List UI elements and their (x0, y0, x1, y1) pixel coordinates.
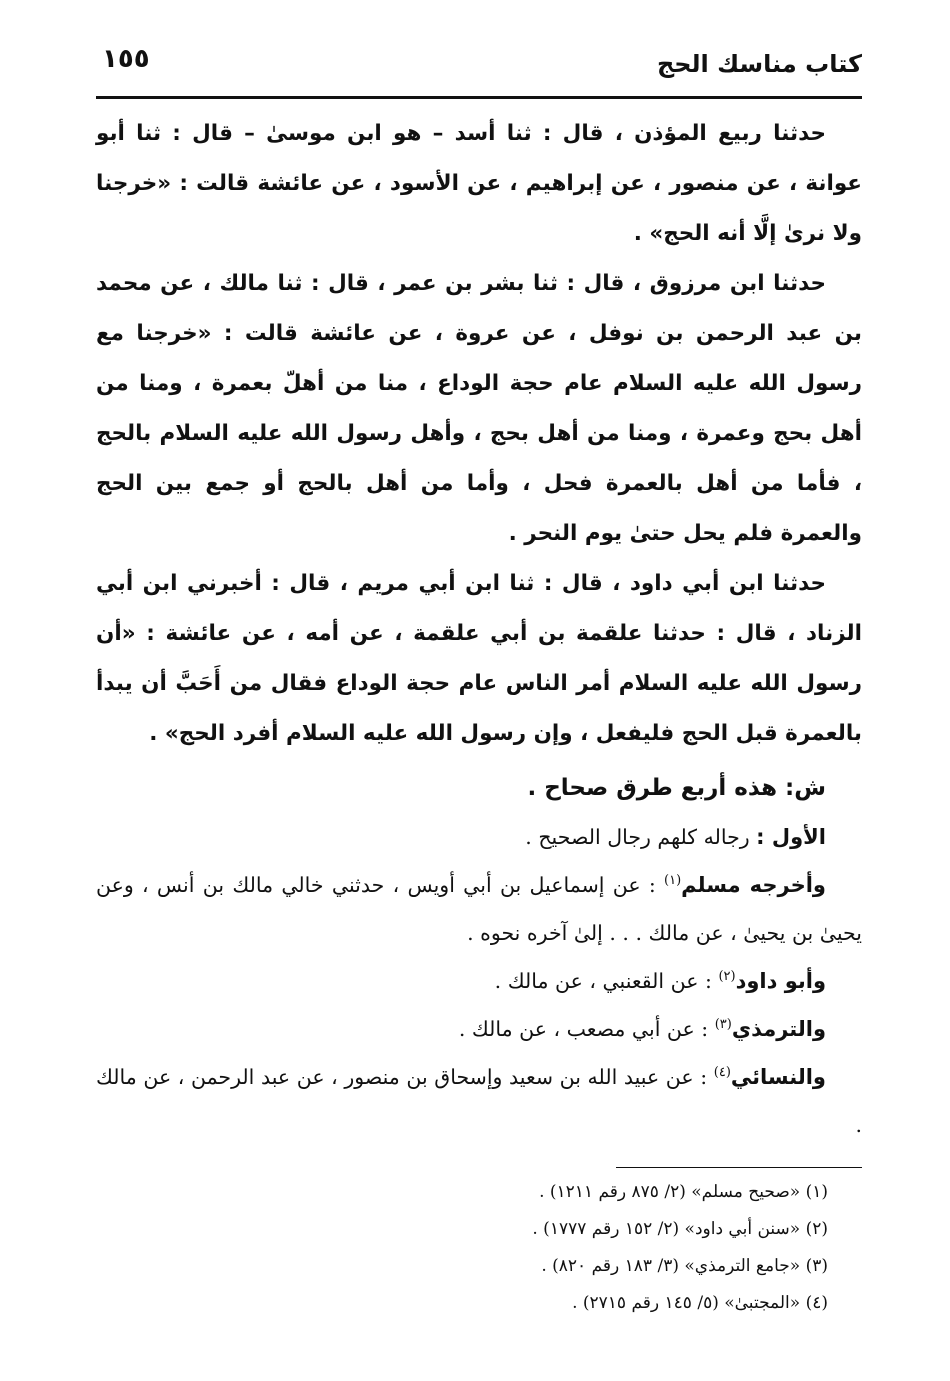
commentary-nasai (96, 1053, 862, 1149)
footnote: (٢) «سنن أبي داود» (٢/ ١٥٢ رقم ١٧٧٧) . (532, 1219, 828, 1239)
commentary-first (96, 813, 862, 861)
abudawud-text: : عن القعنبي ، عن مالك . (494, 969, 712, 993)
footnote: (٤) «المجتبىٰ» (٥/ ١٤٥ رقم ٢٧١٥) . (572, 1293, 828, 1313)
footnote-ref[interactable]: (٢) (718, 969, 736, 985)
first-text: رجاله كلهم رجال الصحيح . (525, 825, 750, 849)
commentary-section (96, 763, 862, 1149)
footnote-divider (616, 1167, 862, 1168)
hadith-paragraph: حدثنا ربيع المؤذن ، قال : ثنا أسد – هو ابن موسىٰ – قال : ثنا أبو عوانة ، عن منصور ، عن إبراهيم ، عن الأسود ، عن عائشة قالت : «خرجنا ولا نرىٰ إلَّا أنه الحج» . (96, 121, 862, 246)
nasai-label: والنسائي (730, 1065, 826, 1089)
hadith-paragraph: حدثنا ابن أبي داود ، قال : ثنا ابن أبي مريم ، قال : أخبرني ابن أبي الزناد ، قال : حدثنا علقمة بن أبي علقمة ، عن أمه ، عن عائشة : «أن رسول الله عليه السلام أمر الناس عام حجة الوداع فقال من أَحَبَّ أن يبدأ بالعمرة قبل الحج فليفعل ، وإن رسول الله عليه السلام أفرد الحج» . (96, 571, 862, 746)
nasai-text: : عن عبيد الله بن سعيد وإسحاق بن منصور ، عن عبد الرحمن ، عن مالك . (96, 1065, 862, 1137)
footnote-ref[interactable]: (١) (664, 873, 682, 889)
main-text (96, 109, 862, 1322)
tirmidhi-text: : عن أبي مصعب ، عن مالك . (458, 1017, 709, 1041)
footnote: (١) «صحيح مسلم» (٢/ ٨٧٥ رقم ١٢١١) . (539, 1182, 828, 1202)
commentary-tirmidhi (96, 1005, 862, 1053)
book-page (96, 38, 862, 1322)
muslim-label: وأخرجه مسلم (681, 873, 826, 897)
abudawud-label: وأبو داود (735, 969, 826, 993)
page-number: ١٥٥ (102, 44, 150, 74)
footnote: (٣) «جامع الترمذي» (٣/ ١٨٣ رقم ٨٢٠) . (541, 1256, 828, 1276)
muslim-text: : عن إسماعيل بن أبي أويس ، حدثني خالي مالك بن أنس ، وعن يحيىٰ بن يحيىٰ ، عن مالك . . . إلىٰ آخره نحوه . (96, 873, 862, 945)
commentary-intro: ش: هذه أربع طرق صحاح . (527, 775, 826, 801)
chapter-title: كتاب مناسك الحج (656, 50, 862, 78)
tirmidhi-label: والترمذي (731, 1017, 826, 1041)
commentary-muslim (96, 861, 862, 957)
footnote-ref[interactable]: (٣) (714, 1017, 732, 1033)
footnotes (96, 1174, 828, 1322)
commentary-abudawud (96, 957, 862, 1005)
page-header (96, 38, 862, 99)
first-label: الأول : (756, 825, 826, 849)
hadith-paragraph: حدثنا ابن مرزوق ، قال : ثنا بشر بن عمر ، قال : ثنا مالك ، عن محمد بن عبد الرحمن بن نوفل ، عن عروة ، عن عائشة قالت : «خرجنا مع رسول الله عليه السلام عام حجة الوداع ، منا من أهلّ بعمرة ، ومنا من أهل بحج وعمرة ، ومنا من أهل بحج ، وأهل رسول الله عليه السلام بالحج ، فأما من أهل بالعمرة فحل ، وأما من أهل بالحج أو جمع بين الحج والعمرة فلم يحل حتىٰ يوم النحر . (96, 271, 862, 546)
footnote-ref[interactable]: (٤) (713, 1065, 731, 1081)
